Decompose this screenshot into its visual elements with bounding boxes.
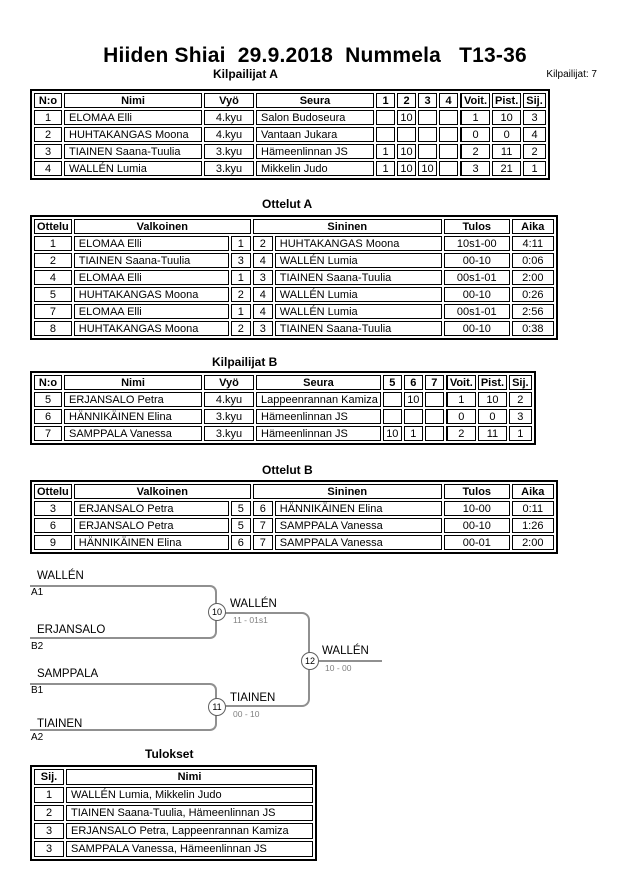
cell-round-score xyxy=(439,127,458,142)
col-belt: Vyö xyxy=(204,93,254,108)
cell-round-score xyxy=(439,161,458,176)
cell-blue-no: 4 xyxy=(253,287,273,302)
col-time: Aika xyxy=(512,219,554,234)
bracket-slot-name: SAMPPALA xyxy=(37,668,99,680)
cell-round-score xyxy=(376,110,395,125)
col-round: 6 xyxy=(404,375,423,390)
cell-belt: 3.kyu xyxy=(204,161,254,176)
cell-match-no: 1 xyxy=(34,236,72,251)
cell-place: 4 xyxy=(523,127,546,142)
pool-b-table xyxy=(30,371,536,445)
header-row xyxy=(34,219,554,234)
cell-result: 00-01 xyxy=(444,535,510,550)
table-row xyxy=(34,409,532,424)
cell-no: 7 xyxy=(34,426,62,441)
col-round: 4 xyxy=(439,93,458,108)
cell-belt: 4.kyu xyxy=(204,127,254,142)
table-row xyxy=(34,253,554,268)
cell-match-no: 4 xyxy=(34,270,72,285)
cell-round-score xyxy=(383,409,402,424)
table-row xyxy=(34,501,554,516)
cell-wins: 1 xyxy=(460,110,490,125)
cell-round-score: 10 xyxy=(397,110,416,125)
cell-place: 1 xyxy=(509,426,532,441)
col-club: Seura xyxy=(256,93,374,108)
bracket-slot-name: TIAINEN xyxy=(37,718,83,730)
cell-result: 00-10 xyxy=(444,287,510,302)
cell-match-no: 6 xyxy=(34,518,72,533)
cell-round-score xyxy=(425,392,444,407)
cell-round-score xyxy=(425,426,444,441)
cell-match-no: 8 xyxy=(34,321,72,336)
table-row xyxy=(34,535,554,550)
bracket-seed-label: A2 xyxy=(31,732,44,743)
col-place: Sij. xyxy=(34,769,64,785)
table-row xyxy=(34,127,546,142)
cell-points: 10 xyxy=(492,110,521,125)
col-round: 1 xyxy=(376,93,395,108)
cell-blue-no: 7 xyxy=(253,535,273,550)
cell-blue-no: 4 xyxy=(253,253,273,268)
cell-white-no: 2 xyxy=(231,287,251,302)
cell-belt: 4.kyu xyxy=(204,110,254,125)
match-number-badge: 11 xyxy=(208,698,226,716)
col-name: Nimi xyxy=(64,375,202,390)
cell-time: 1:26 xyxy=(512,518,554,533)
cell-points: 0 xyxy=(492,127,521,142)
cell-name: TIAINEN Saana-Tuulia xyxy=(64,144,202,159)
bracket-match-score: 00 - 10 xyxy=(233,709,260,719)
col-round: 3 xyxy=(418,93,437,108)
cell-white-no: 5 xyxy=(231,518,251,533)
bracket-seed-label: A1 xyxy=(31,587,44,598)
table-row xyxy=(34,236,554,251)
cell-blue-name: SAMPPALA Vanessa xyxy=(275,518,442,533)
col-white: Valkoinen xyxy=(74,219,251,234)
header-row xyxy=(34,769,313,785)
bracket-winner-name: WALLÉN xyxy=(322,645,369,657)
cell-blue-name: WALLÉN Lumia xyxy=(275,287,442,302)
cell-white-name: HUHTAKANGAS Moona xyxy=(74,321,229,336)
pool-a-title: Kilpailijat A xyxy=(213,67,278,81)
results-table xyxy=(30,765,317,861)
cell-white-name: ELOMAA Elli xyxy=(74,236,229,251)
cell-match-no: 3 xyxy=(34,501,72,516)
col-wins: Voit. xyxy=(446,375,476,390)
cell-place: 1 xyxy=(34,787,64,803)
cell-time: 4:11 xyxy=(512,236,554,251)
results-title: Tulokset xyxy=(145,747,194,761)
cell-result: 00s1-01 xyxy=(444,270,510,285)
cell-wins: 2 xyxy=(460,144,490,159)
cell-place: 3 xyxy=(34,823,64,839)
cell-round-score xyxy=(383,392,402,407)
cell-points: 11 xyxy=(478,426,507,441)
cell-time: 0:11 xyxy=(512,501,554,516)
cell-result: 00-10 xyxy=(444,253,510,268)
col-blue: Sininen xyxy=(253,219,442,234)
cell-name: WALLÉN Lumia xyxy=(64,161,202,176)
cell-time: 2:00 xyxy=(512,270,554,285)
cell-result: 10s1-00 xyxy=(444,236,510,251)
col-white: Valkoinen xyxy=(74,484,251,499)
cell-no: 6 xyxy=(34,409,62,424)
cell-round-score: 10 xyxy=(418,161,437,176)
cell-wins: 0 xyxy=(446,409,476,424)
col-match: Ottelu xyxy=(34,484,72,499)
table-row xyxy=(34,823,313,839)
cell-name: TIAINEN Saana-Tuulia, Hämeenlinnan JS xyxy=(66,805,313,821)
table-row xyxy=(34,392,532,407)
cell-time: 0:26 xyxy=(512,287,554,302)
header-row xyxy=(34,93,546,108)
matches-b-table xyxy=(30,480,558,554)
cell-result: 10-00 xyxy=(444,501,510,516)
table-row xyxy=(34,787,313,803)
col-name: Nimi xyxy=(64,93,202,108)
cell-no: 1 xyxy=(34,110,62,125)
cell-club: Hämeenlinnan JS xyxy=(256,144,374,159)
cell-time: 2:56 xyxy=(512,304,554,319)
bracket-match-score: 11 - 01s1 xyxy=(233,615,268,625)
matches-a-title: Ottelut A xyxy=(262,197,313,211)
bracket-match-score: 10 - 00 xyxy=(325,663,352,673)
cell-club: Hämeenlinnan JS xyxy=(256,426,381,441)
cell-round-score xyxy=(439,110,458,125)
bracket-final-line xyxy=(319,660,382,662)
cell-name: WALLÉN Lumia, Mikkelin Judo xyxy=(66,787,313,803)
cell-name: HUHTAKANGAS Moona xyxy=(64,127,202,142)
cell-result: 00s1-01 xyxy=(444,304,510,319)
cell-points: 0 xyxy=(478,409,507,424)
table-row xyxy=(34,110,546,125)
cell-no: 4 xyxy=(34,161,62,176)
col-round: 2 xyxy=(397,93,416,108)
cell-blue-name: WALLÉN Lumia xyxy=(275,304,442,319)
cell-round-score: 1 xyxy=(376,161,395,176)
cell-round-score: 10 xyxy=(397,161,416,176)
cell-place: 3 xyxy=(523,110,546,125)
cell-white-no: 6 xyxy=(231,535,251,550)
table-row xyxy=(34,304,554,319)
cell-points: 21 xyxy=(492,161,521,176)
cell-round-score: 1 xyxy=(404,426,423,441)
bracket-pair-lines xyxy=(30,683,217,731)
cell-name: ELOMAA Elli xyxy=(64,110,202,125)
header-row xyxy=(34,375,532,390)
matches-b-title: Ottelut B xyxy=(262,463,313,477)
cell-wins: 0 xyxy=(460,127,490,142)
cell-place: 3 xyxy=(509,409,532,424)
cell-place: 3 xyxy=(34,841,64,857)
cell-place: 2 xyxy=(34,805,64,821)
table-row xyxy=(34,426,532,441)
cell-blue-no: 7 xyxy=(253,518,273,533)
cell-blue-no: 6 xyxy=(253,501,273,516)
cell-belt: 3.kyu xyxy=(204,409,254,424)
cell-time: 0:38 xyxy=(512,321,554,336)
cell-blue-name: HUHTAKANGAS Moona xyxy=(275,236,442,251)
cell-result: 00-10 xyxy=(444,321,510,336)
cell-match-no: 5 xyxy=(34,287,72,302)
col-place: Sij. xyxy=(509,375,532,390)
col-blue: Sininen xyxy=(253,484,442,499)
cell-blue-name: TIAINEN Saana-Tuulia xyxy=(275,321,442,336)
cell-blue-name: SAMPPALA Vanessa xyxy=(275,535,442,550)
cell-result: 00-10 xyxy=(444,518,510,533)
col-no: N:o xyxy=(34,375,62,390)
cell-belt: 3.kyu xyxy=(204,144,254,159)
cell-blue-name: WALLÉN Lumia xyxy=(275,253,442,268)
col-wins: Voit. xyxy=(460,93,490,108)
pool-b-title: Kilpailijat B xyxy=(212,355,278,369)
table-row xyxy=(34,287,554,302)
bracket-slot-name: ERJANSALO xyxy=(37,624,106,636)
col-result: Tulos xyxy=(444,219,510,234)
cell-white-no: 5 xyxy=(231,501,251,516)
cell-white-name: ERJANSALO Petra xyxy=(74,518,229,533)
cell-time: 2:00 xyxy=(512,535,554,550)
cell-match-no: 2 xyxy=(34,253,72,268)
cell-name: ERJANSALO Petra xyxy=(64,392,202,407)
table-row xyxy=(34,144,546,159)
col-match: Ottelu xyxy=(34,219,72,234)
cell-wins: 2 xyxy=(446,426,476,441)
col-round: 5 xyxy=(383,375,402,390)
bracket-seed-label: B1 xyxy=(31,685,44,696)
cell-place: 2 xyxy=(509,392,532,407)
cell-club: Salon Budoseura xyxy=(256,110,374,125)
page-title: Hiiden Shiai 29.9.2018 Nummela T13-36 xyxy=(103,44,527,67)
bracket-pair-lines xyxy=(30,585,217,639)
col-points: Pist. xyxy=(492,93,521,108)
cell-white-name: HUHTAKANGAS Moona xyxy=(74,287,229,302)
cell-round-score xyxy=(418,127,437,142)
cell-round-score xyxy=(439,144,458,159)
cell-points: 10 xyxy=(478,392,507,407)
col-points: Pist. xyxy=(478,375,507,390)
cell-blue-no: 3 xyxy=(253,321,273,336)
cell-round-score xyxy=(425,409,444,424)
cell-place: 2 xyxy=(523,144,546,159)
cell-round-score: 10 xyxy=(397,144,416,159)
cell-round-score xyxy=(418,110,437,125)
pool-a-table xyxy=(30,89,550,180)
cell-white-no: 1 xyxy=(231,304,251,319)
cell-white-name: ELOMAA Elli xyxy=(74,304,229,319)
cell-club: Mikkelin Judo xyxy=(256,161,374,176)
cell-white-no: 1 xyxy=(231,270,251,285)
cell-wins: 1 xyxy=(446,392,476,407)
cell-white-name: ERJANSALO Petra xyxy=(74,501,229,516)
header-row xyxy=(34,484,554,499)
table-row xyxy=(34,321,554,336)
match-number-badge: 12 xyxy=(301,652,319,670)
cell-belt: 4.kyu xyxy=(204,392,254,407)
cell-blue-no: 3 xyxy=(253,270,273,285)
cell-round-score: 1 xyxy=(376,144,395,159)
col-club: Seura xyxy=(256,375,381,390)
cell-no: 2 xyxy=(34,127,62,142)
cell-name: SAMPPALA Vanessa, Hämeenlinnan JS xyxy=(66,841,313,857)
cell-name: SAMPPALA Vanessa xyxy=(64,426,202,441)
matches-a-table xyxy=(30,215,558,340)
cell-match-no: 9 xyxy=(34,535,72,550)
cell-wins: 3 xyxy=(460,161,490,176)
cell-blue-no: 2 xyxy=(253,236,273,251)
cell-no: 5 xyxy=(34,392,62,407)
cell-blue-no: 4 xyxy=(253,304,273,319)
competitors-count: Kilpailijat: 7 xyxy=(546,69,597,80)
cell-points: 11 xyxy=(492,144,521,159)
table-row xyxy=(34,270,554,285)
table-row xyxy=(34,518,554,533)
cell-round-score xyxy=(404,409,423,424)
col-belt: Vyö xyxy=(204,375,254,390)
cell-round-score xyxy=(418,144,437,159)
cell-club: Lappeenrannan Kamiza xyxy=(256,392,381,407)
cell-match-no: 7 xyxy=(34,304,72,319)
cell-name: ERJANSALO Petra, Lappeenrannan Kamiza xyxy=(66,823,313,839)
cell-white-name: TIAINEN Saana-Tuulia xyxy=(74,253,229,268)
cell-round-score xyxy=(397,127,416,142)
cell-belt: 3.kyu xyxy=(204,426,254,441)
cell-round-score: 10 xyxy=(383,426,402,441)
bracket-slot-name: WALLÉN xyxy=(37,570,84,582)
col-place: Sij. xyxy=(523,93,546,108)
cell-white-no: 2 xyxy=(231,321,251,336)
cell-place: 1 xyxy=(523,161,546,176)
cell-white-name: HÄNNIKÄINEN Elina xyxy=(74,535,229,550)
cell-club: Vantaan Jukara xyxy=(256,127,374,142)
cell-time: 0:06 xyxy=(512,253,554,268)
cell-round-score: 10 xyxy=(404,392,423,407)
table-row xyxy=(34,841,313,857)
cell-no: 3 xyxy=(34,144,62,159)
match-number-badge: 10 xyxy=(208,603,226,621)
bracket-winner-name: WALLÉN xyxy=(230,598,277,610)
cell-name: HÄNNIKÄINEN Elina xyxy=(64,409,202,424)
table-row xyxy=(34,161,546,176)
col-result: Tulos xyxy=(444,484,510,499)
col-round: 7 xyxy=(425,375,444,390)
cell-blue-name: TIAINEN Saana-Tuulia xyxy=(275,270,442,285)
col-no: N:o xyxy=(34,93,62,108)
cell-white-no: 3 xyxy=(231,253,251,268)
col-time: Aika xyxy=(512,484,554,499)
bracket-seed-label: B2 xyxy=(31,641,44,652)
cell-white-name: ELOMAA Elli xyxy=(74,270,229,285)
cell-club: Hämeenlinnan JS xyxy=(256,409,381,424)
cell-blue-name: HÄNNIKÄINEN Elina xyxy=(275,501,442,516)
cell-round-score xyxy=(376,127,395,142)
bracket-winner-name: TIAINEN xyxy=(230,692,276,704)
table-row xyxy=(34,805,313,821)
col-name: Nimi xyxy=(66,769,313,785)
cell-white-no: 1 xyxy=(231,236,251,251)
